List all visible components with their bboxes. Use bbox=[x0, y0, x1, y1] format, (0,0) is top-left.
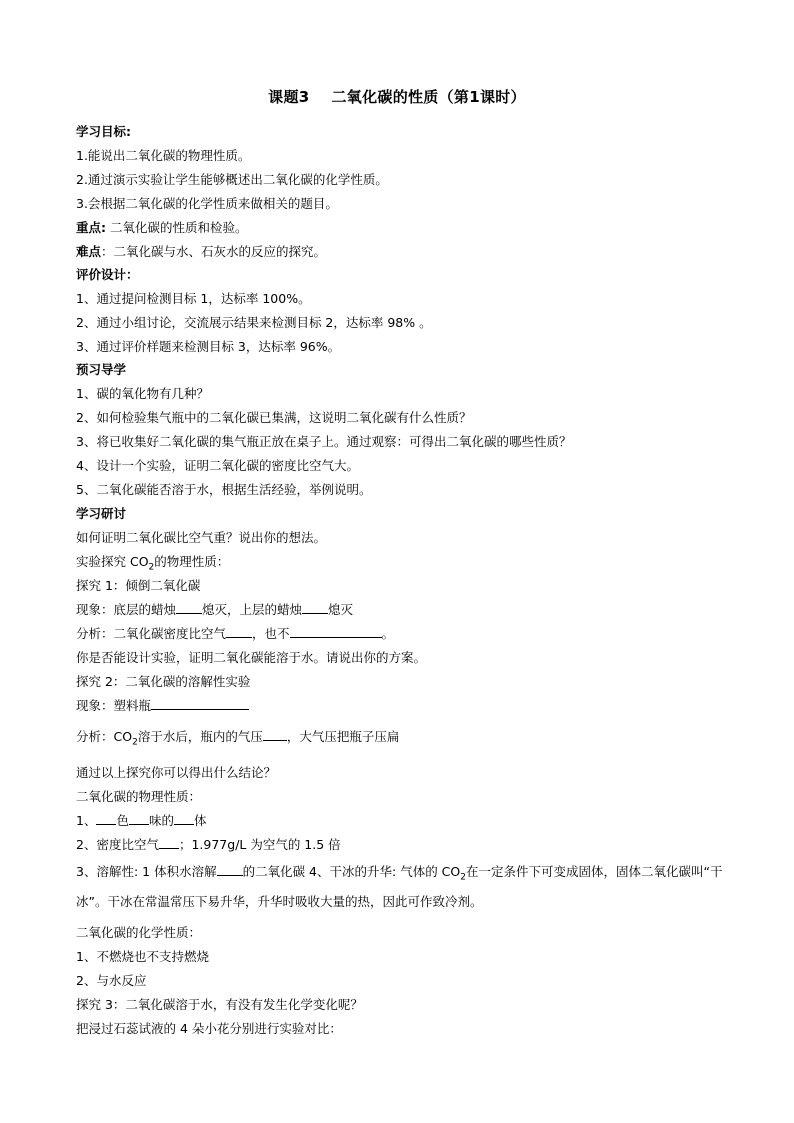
flower-experiment-instruction: 把浸过石蕊试液的 4 朵小花分别进行实验对比： bbox=[76, 1021, 342, 1036]
phenomenon-text-b: 熄灭，上层的蜡烛 bbox=[202, 602, 303, 617]
fill-blank[interactable] bbox=[226, 625, 252, 638]
preview-question-2: 2、如何检验集气瓶中的二氧化碳已集满，这说明二氧化碳有什么性质？ bbox=[76, 410, 472, 425]
experiment-2-phenomenon bbox=[76, 697, 249, 714]
experiment-1-phenomenon bbox=[76, 601, 353, 618]
fill-blank[interactable] bbox=[129, 812, 149, 825]
physical-property-2 bbox=[76, 836, 341, 853]
property-1-state: 体 bbox=[193, 813, 207, 828]
chemical-properties-header: 二氧化碳的化学性质： bbox=[76, 925, 202, 940]
property-2-text-b: ；1.977g/L 为空气的 1.5 倍 bbox=[178, 837, 341, 852]
analysis-text-c: 。 bbox=[381, 626, 395, 641]
experiment-1-analysis bbox=[76, 625, 394, 642]
evaluation-header: 评价设计： bbox=[76, 267, 139, 282]
fill-blank[interactable] bbox=[174, 812, 194, 825]
study-header: 学习研讨 bbox=[76, 506, 127, 521]
co2-subscript: 2 bbox=[460, 872, 466, 883]
experiment-intro bbox=[76, 553, 229, 577]
fill-blank[interactable] bbox=[176, 601, 202, 614]
experiment-1-title: 探究 1：倾倒二氧化碳 bbox=[76, 578, 201, 593]
analysis-2-text-a: 分析：CO bbox=[76, 729, 133, 744]
difficult-point bbox=[76, 243, 326, 260]
physical-property-1 bbox=[76, 812, 207, 829]
analysis-text-b: ，也不 bbox=[252, 626, 290, 641]
preview-question-4: 4、设计一个实验，证明二氧化碳的密度比空气大。 bbox=[76, 458, 359, 473]
key-point-text: 二氧化碳的性质和检验。 bbox=[106, 220, 248, 235]
difficult-point-label: 难点 bbox=[76, 244, 102, 259]
preview-question-1: 1、碳的氧化物有几种？ bbox=[76, 386, 209, 401]
study-question: 如何证明二氧化碳比空气重？说出你的想法。 bbox=[76, 530, 327, 545]
property-4-text: 在一定条件下可变成固体，固体二氧化碳叫“干冰”。干冰在常温常压下易升华，升华时吸收大量的热，因此可作致冷剂。 bbox=[76, 864, 723, 909]
analysis-2-text-b: 溶于水后，瓶内的气压 bbox=[137, 729, 263, 744]
preview-question-5: 5、二氧化碳能否溶于水，根据生活经验，举例说明。 bbox=[76, 482, 372, 497]
analysis-text-a: 分析：二氧化碳密度比空气 bbox=[76, 626, 227, 641]
goal-1: 1.能说出二氧化碳的物理性质。 bbox=[76, 148, 251, 163]
experiment-intro-suffix: 的物理性质： bbox=[154, 554, 230, 569]
preview-header: 预习导学 bbox=[76, 362, 127, 377]
fill-blank[interactable] bbox=[302, 601, 328, 614]
experiment-3-title: 探究 3：二氧化碳溶于水，有没有发生化学变化呢？ bbox=[76, 997, 363, 1012]
physical-property-3-4 bbox=[76, 860, 724, 914]
goal-2: 2.通过演示实验让学生能够概述出二氧化碳的化学性质。 bbox=[76, 172, 388, 187]
experiment-2-title: 探究 2：二氧化碳的溶解性实验 bbox=[76, 674, 251, 689]
analysis-2-text-c: ，大气压把瓶子压扁 bbox=[286, 729, 400, 744]
experiment-2-analysis bbox=[76, 728, 399, 752]
difficult-point-text: ：二氧化碳与水、石灰水的反应的探究。 bbox=[101, 244, 327, 259]
key-point-label: 重点: bbox=[76, 220, 106, 235]
preview-question-3: 3、将已收集好二氧化碳的集气瓶正放在桌子上。通过观察：可得出二氧化碳的哪些性质？ bbox=[76, 434, 572, 449]
chemical-property-1: 1、不燃烧也不支持燃烧 bbox=[76, 949, 209, 964]
fill-blank[interactable] bbox=[151, 697, 249, 710]
evaluation-3: 3、通过评价样题来检测目标 3，达标率 96%。 bbox=[76, 339, 341, 354]
phenomenon-text-c: 熄灭 bbox=[328, 602, 354, 617]
title-topic: 二氧化碳的性质（第1课时） bbox=[331, 88, 526, 106]
title-lesson-number: 课题3 bbox=[268, 88, 310, 106]
design-question: 你是否能设计实验，证明二氧化碳能溶于水。请说出你的方案。 bbox=[76, 650, 427, 665]
property-3-text-b: 的二氧化碳 4、干冰的升华: 气体的 CO bbox=[242, 864, 461, 879]
page-title bbox=[0, 86, 794, 107]
key-point bbox=[76, 219, 247, 236]
fill-blank[interactable] bbox=[217, 863, 243, 876]
property-2-text-a: 2、密度比空气 bbox=[76, 837, 159, 852]
goal-3: 3.会根据二氧化碳的化学性质来做相关的题目。 bbox=[76, 196, 338, 211]
property-1-smell: 味的 bbox=[148, 813, 174, 828]
physical-properties-header: 二氧化碳的物理性质： bbox=[76, 789, 202, 804]
property-3-text-a: 3、溶解性: 1 体积水溶解 bbox=[76, 864, 217, 879]
experiment-intro-text: 实验探究 CO bbox=[76, 554, 149, 569]
fill-blank[interactable] bbox=[159, 836, 179, 849]
fill-blank[interactable] bbox=[263, 728, 287, 741]
fill-blank[interactable] bbox=[96, 812, 116, 825]
property-1-number: 1、 bbox=[76, 813, 97, 828]
co2-subscript: 2 bbox=[132, 737, 138, 748]
conclusion-question: 通过以上探究你可以得出什么结论？ bbox=[76, 765, 277, 780]
fill-blank[interactable] bbox=[290, 625, 382, 638]
phenomenon-text-a: 现象：底层的蜡烛 bbox=[76, 602, 177, 617]
property-1-color: 色 bbox=[116, 813, 129, 828]
evaluation-1: 1、通过提问检测目标 1，达标率 100%。 bbox=[76, 291, 311, 306]
evaluation-2: 2、通过小组讨论，交流展示结果来检测目标 2，达标率 98% 。 bbox=[76, 315, 432, 330]
goals-header: 学习目标: bbox=[76, 124, 131, 139]
phenomenon-2-text: 现象：塑料瓶 bbox=[76, 698, 152, 713]
co2-subscript: 2 bbox=[148, 562, 155, 573]
chemical-property-2: 2、与水反应 bbox=[76, 973, 147, 988]
